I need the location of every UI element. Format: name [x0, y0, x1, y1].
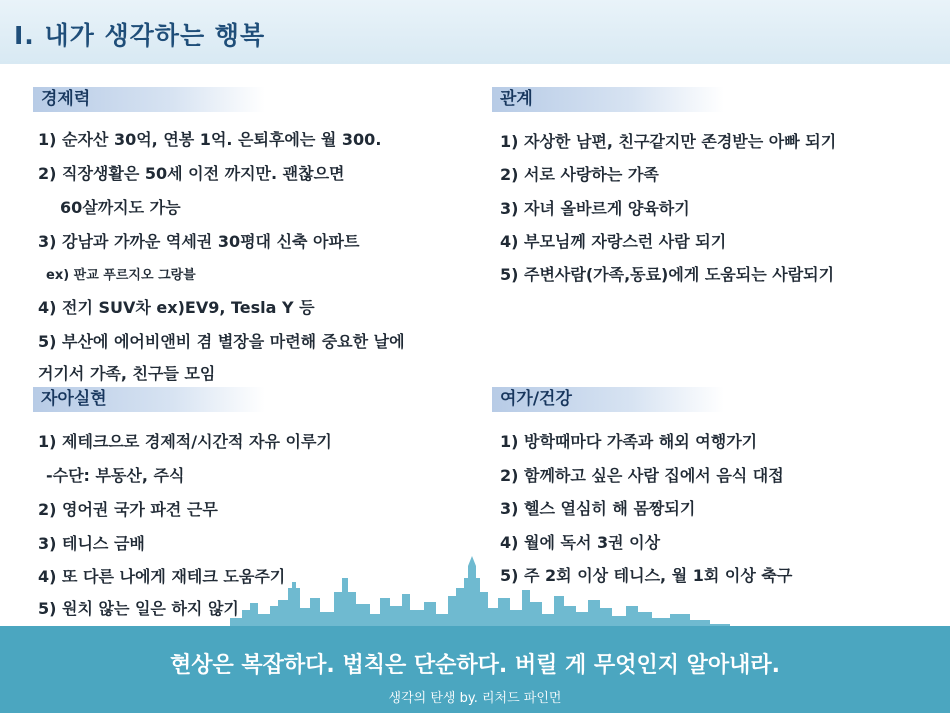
leisure-item-3: 3) 헬스 열심히 해 몸짱되기 — [500, 499, 696, 518]
economy-item-5-cont: 거기서 가족, 친구들 모임 — [38, 364, 216, 383]
relations-item-4: 4) 부모님께 자랑스런 사람 되기 — [500, 232, 727, 251]
relations-item-1: 1) 자상한 남편, 친구같지만 존경받는 아빠 되기 — [500, 132, 837, 151]
leisure-item-2: 2) 함께하고 싶은 사람 집에서 음식 대접 — [500, 466, 784, 485]
economy-item-3-example: ex) 판교 푸르지오 그랑블 — [46, 268, 196, 283]
economy-item-2-cont: 60살까지도 가능 — [60, 198, 181, 217]
leisure-item-1: 1) 방학때마다 가족과 해외 여행가기 — [500, 432, 758, 451]
economy-item-4: 4) 전기 SUV차 ex)EV9, Tesla Y 등 — [38, 298, 315, 317]
page-title: Ⅰ. 내가 생각하는 행복 — [14, 21, 266, 50]
relations-item-3: 3) 자녀 올바르게 양육하기 — [500, 199, 690, 218]
economy-item-2: 2) 직장생활은 50세 이전 까지만. 괜찮으면 — [38, 164, 345, 183]
leisure-item-5: 5) 주 2회 이상 테니스, 월 1회 이상 축구 — [500, 566, 793, 585]
self-item-3: 3) 테니스 금배 — [38, 534, 145, 553]
self-item-1: 1) 제테크으로 경제적/시간적 자유 이루기 — [38, 432, 332, 451]
city-skyline-illustration — [230, 548, 730, 628]
section-header-leisure: 여가/건강 — [492, 387, 724, 412]
self-item-4: 4) 또 다른 나에게 재테크 도움주기 — [38, 567, 286, 586]
footer-quote: 현상은 복잡하다. 법칙은 단순하다. 버릴 게 무엇인지 알아내라. — [170, 653, 780, 678]
self-item-5: 5) 원치 않는 일은 하지 않기 — [38, 599, 239, 618]
relations-item-2: 2) 서로 사랑하는 가족 — [500, 165, 659, 184]
section-header-economy: 경제력 — [33, 87, 265, 112]
section-header-relations: 관계 — [492, 87, 724, 112]
self-item-2: 2) 영어권 국가 파견 근무 — [38, 500, 218, 519]
leisure-item-4: 4) 월에 독서 3권 이상 — [500, 533, 661, 552]
footer-quote-source: 생각의 탄생 by. 리처드 파인먼 — [388, 691, 562, 706]
economy-item-3: 3) 강남과 가까운 역세권 30평대 신축 아파트 — [38, 232, 360, 251]
section-header-self: 자아실현 — [33, 387, 265, 412]
economy-item-5: 5) 부산에 에어비앤비 겸 별장을 마련해 중요한 날에 — [38, 332, 405, 351]
self-item-1-means: -수단: 부동산, 주식 — [46, 466, 185, 485]
relations-item-5: 5) 주변사람(가족,동료)에게 도움되는 사람되기 — [500, 265, 835, 284]
economy-item-1: 1) 순자산 30억, 연봉 1억. 은퇴후에는 월 300. — [38, 130, 382, 149]
